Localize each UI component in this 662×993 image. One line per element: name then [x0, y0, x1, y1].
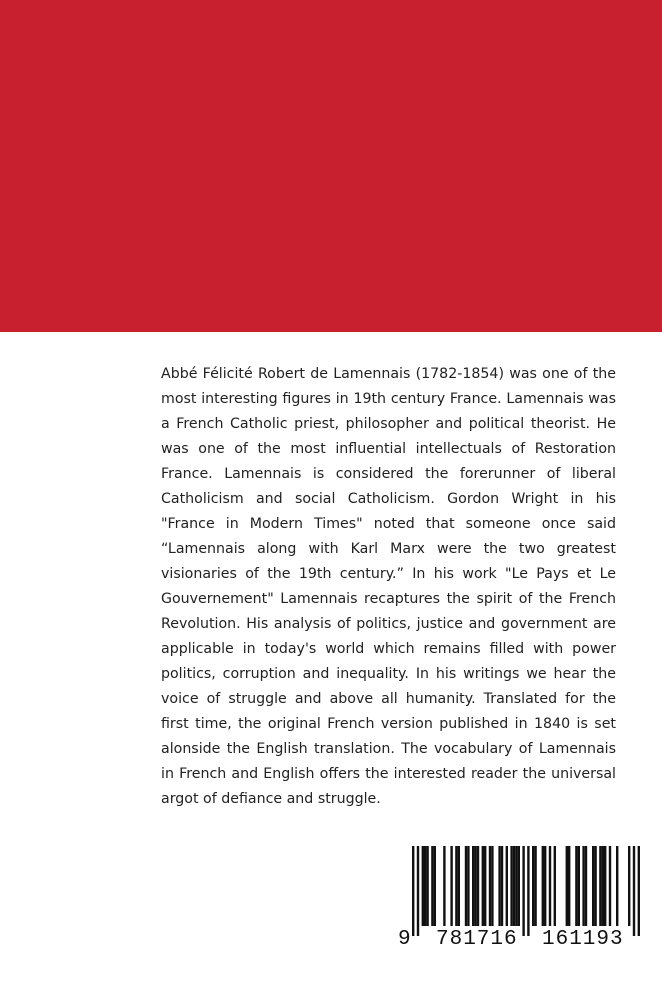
- barcode-bars: [392, 835, 648, 976]
- barcode-guard-bar: [522, 846, 524, 936]
- barcode-bar: [602, 846, 604, 926]
- barcode-guard-bar: [638, 846, 640, 936]
- barcode-bar: [534, 846, 536, 926]
- barcode-bar: [513, 846, 515, 926]
- barcode-bar: [450, 846, 452, 926]
- barcode-bar: [592, 846, 594, 926]
- barcode-bar: [465, 846, 467, 926]
- barcode-bar: [477, 846, 479, 926]
- barcode-bar: [568, 846, 570, 926]
- barcode-bar: [506, 846, 508, 926]
- barcode-bar: [585, 846, 587, 926]
- barcode-bar: [484, 846, 486, 926]
- barcode-bar: [474, 846, 476, 926]
- barcode-bar: [594, 846, 596, 926]
- red-color-band: [0, 0, 662, 332]
- barcode-bar: [431, 846, 433, 926]
- barcode-bar: [549, 846, 551, 926]
- barcode-bar: [482, 846, 484, 926]
- isbn-right-group: 161193: [542, 928, 624, 951]
- barcode-bar: [582, 846, 584, 926]
- barcode-bar: [422, 846, 424, 926]
- back-cover-blurb: Abbé Félicité Robert de Lamennais (1782-1854) was one of the most interesting figures in 19th century France. Lamennais was a French Catholic priest, philosopher and political theorist. He was one of the most influential intellectuals of Restoration France. Lamennais is considered the forerunner of liberal Catholicism and social Catholicism. Gordon Wright in his "France in Modern Times" noted that someone once said “Lamennais along with Karl Marx were the two greatest visionaries of the 19th century.” In his work "Le Pays et Le Gouvernement" Lamennais recaptures the spirit of the French Revolution. His analysis of politics, justice and government are applicable in today's world which remains filled with power politics, corruption and inequality. In his writings we hear the voice of struggle and above all humanity. Translated for the first time, the original French version published in 1840 is set alonside the English translation. The vocabulary of Lamennais in French and English offers the interested reader the universal argot of defiance and struggle.: [161, 366, 616, 807]
- barcode-bar: [532, 846, 534, 926]
- barcode-bar: [498, 846, 500, 926]
- barcode-bar: [510, 846, 512, 926]
- barcode-bar: [455, 846, 457, 926]
- barcode-bar: [544, 846, 546, 926]
- barcode-bar: [501, 846, 503, 926]
- barcode-guard-bar: [633, 846, 635, 936]
- isbn-lead-digit: 9: [398, 928, 412, 951]
- barcode-bar: [491, 846, 493, 926]
- barcode-bar: [616, 846, 618, 926]
- barcode-bar: [575, 846, 577, 926]
- barcode-guard-bar: [527, 846, 529, 936]
- barcode-bar: [467, 846, 469, 926]
- barcode-bar: [628, 846, 630, 926]
- barcode-bar: [578, 846, 580, 926]
- barcode-bar: [489, 846, 491, 926]
- barcode-bar: [515, 846, 517, 926]
- barcode-bar: [426, 846, 428, 926]
- isbn-barcode: [392, 835, 648, 976]
- isbn-left-group: 781716: [436, 928, 518, 951]
- barcode-bar: [554, 846, 556, 926]
- barcode-bar: [604, 846, 606, 926]
- barcode-bar: [609, 846, 611, 926]
- barcode-bar: [443, 846, 445, 926]
- barcode-bar: [424, 846, 426, 926]
- barcode-bar: [458, 846, 460, 926]
- barcode-guard-bar: [417, 846, 419, 936]
- barcode-bar: [472, 846, 474, 926]
- barcode-guard-bar: [412, 846, 414, 936]
- barcode-bar: [566, 846, 568, 926]
- barcode-bar: [434, 846, 436, 926]
- barcode-bar: [518, 846, 520, 926]
- barcode-bar: [599, 846, 601, 926]
- barcode-bar: [542, 846, 544, 926]
